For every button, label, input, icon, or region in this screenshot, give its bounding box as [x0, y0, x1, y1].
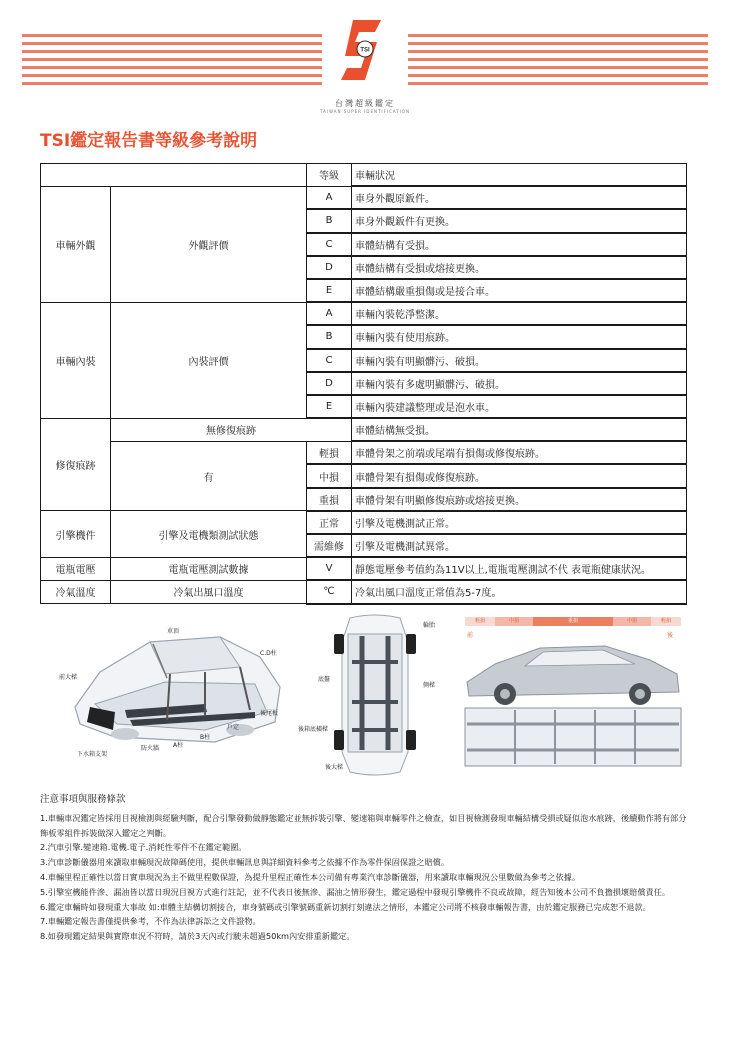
header-status: 車輛狀況 — [352, 164, 687, 187]
desc-cell: 車身外觀原鈑件。 — [352, 186, 687, 209]
brand-subtitle: TAIWAN SUPER IDENTIFICATION — [319, 109, 411, 114]
grade-cell: D — [307, 372, 352, 395]
tsi-logo-icon — [335, 16, 395, 86]
table-row — [41, 557, 687, 580]
table-row — [41, 441, 687, 464]
list-item: 5.引擎室機能件滲、漏油皆以當日現況目視方式進行註記，並不代表日後無滲、漏油之情形發生，鑑定過程中發現引擎機件不良或故障，經告知後本公司不負擔損壞賠償責任。 — [40, 886, 671, 897]
desc-cell: 車輛內裝有使用痕跡。 — [352, 325, 687, 348]
sedan-illustration — [455, 612, 690, 772]
header-stripes-right — [408, 34, 708, 92]
grade-reference-table — [40, 163, 687, 605]
category-engine: 引擎機件 — [41, 511, 111, 557]
chassis-illustration — [310, 612, 440, 777]
category-interior: 車輛內裝 — [41, 302, 111, 418]
brand-name: 台灣超級鑑定 — [335, 99, 395, 108]
scale-medium-rear: 中損 — [613, 617, 651, 626]
table-row — [41, 511, 687, 534]
desc-cell: 車輛內裝乾淨整潔。 — [352, 302, 687, 325]
label-rear-beam: 後大樑 — [325, 764, 344, 771]
list-item: 6.鑑定車輛時如發現重大事故 如:車體主結構切割接合，車身號碼或引擎號碼重新切割打刻違法之情形，本鑑定公司將不核發車輛報告書，由於鑑定服務已完成恕不退款。 — [40, 901, 651, 912]
header-stripes-left — [22, 34, 322, 92]
page-title: TSI鑑定報告書等級參考說明 — [40, 131, 258, 151]
table-row — [41, 302, 687, 325]
list-item: 7.車輛鑑定報告書僅提供參考，不作為法律訴訟之文件證物。 — [40, 916, 261, 927]
label-door-sill: 戶定 — [227, 724, 240, 731]
list-item: 3.汽車診斷儀器用來讀取車輛現況故障碼使用，提供車輛訊息與詳細資料參考之依據不作為零件保固保證之賠償。 — [40, 857, 450, 868]
list-item: 1.車輛車況鑑定皆採用目視檢測與經驗判斷，配合引擎發動做靜態鑑定並無拆裝引擎、變速箱與車輛零件之檢查，如目視檢測發現車輛結構受損或疑似泡水痕跡，後續動作將有部分飾板零組件拆裝做深入鑑定之判斷。 — [40, 812, 687, 838]
chassis-figure — [298, 612, 440, 777]
list-item: 2.汽車引擎.變速箱.電機.電子.消耗性零件不在鑑定範圍。 — [40, 842, 247, 853]
item-aircon: 冷氣出風口溫度 — [111, 580, 307, 603]
category-exterior: 車輛外觀 — [41, 186, 111, 302]
grade-cell: A — [307, 186, 352, 209]
table-row — [41, 418, 687, 441]
category-repair: 修復痕跡 — [41, 418, 111, 511]
grade-cell: C — [307, 233, 352, 256]
damage-scale-figure — [455, 612, 690, 772]
desc-cell: 車體骨架有損傷或修復痕跡。 — [352, 464, 687, 487]
item-engine: 引擎及電機類測試狀態 — [111, 511, 307, 557]
svg-text:TSI: TSI — [360, 47, 370, 54]
table-header-row — [41, 164, 687, 187]
label-rear-panel: 後尾板 — [260, 710, 279, 717]
desc-cell: 車體結構有受損。 — [352, 233, 687, 256]
desc-cell: 引擎及電機測試正常。 — [352, 511, 687, 534]
desc-cell: 靜態電壓參考值約為11V以上,電瓶電壓測試不代 表電瓶健康狀況。 — [352, 557, 687, 580]
desc-cell: 車體結構無受損。 — [352, 418, 687, 441]
label-b-pillar: B柱 — [200, 734, 211, 741]
grade-cell: A — [307, 302, 352, 325]
desc-cell: 車輛內裝建議整理或是泡水車。 — [352, 395, 687, 418]
category-aircon: 冷氣溫度 — [41, 580, 111, 603]
scale-light-front: 輕損 — [465, 617, 495, 626]
grade-cell: V — [307, 557, 352, 580]
label-side-beam: 側樑 — [423, 682, 436, 689]
grade-cell: D — [307, 256, 352, 279]
grade-cell: 中損 — [307, 464, 352, 487]
grade-cell: 輕損 — [307, 441, 352, 464]
repair-none-label: 無修復痕跡 — [111, 418, 352, 441]
label-lower-radiator-support: 下水箱支架 — [77, 751, 108, 758]
item-battery: 電瓶電壓測試數據 — [111, 557, 307, 580]
desc-cell: 車輛內裝有多處明顯髒污、破損。 — [352, 372, 687, 395]
terms-section — [40, 793, 690, 944]
grade-cell: C — [307, 349, 352, 372]
table-row — [41, 186, 687, 209]
scale-medium-front: 中損 — [495, 617, 533, 626]
desc-cell: 車體骨架有明顯修復痕跡或熔接更換。 — [352, 488, 687, 511]
label-trunk-crossmember: 後箱底橫樑 — [298, 726, 329, 733]
desc-cell: 車體結構嚴重損傷或是接合車。 — [352, 279, 687, 302]
desc-cell: 冷氣出風口溫度正常值為5-7度。 — [352, 580, 687, 603]
category-battery: 電瓶電壓 — [41, 557, 111, 580]
grade-cell: 需維修 — [307, 534, 352, 557]
label-chassis: 底盤 — [318, 676, 331, 683]
grade-cell: E — [307, 395, 352, 418]
label-tire: 輪胎 — [423, 622, 436, 629]
desc-cell: 車體結構有受損或熔接更換。 — [352, 256, 687, 279]
grade-cell: 重損 — [307, 488, 352, 511]
grade-cell: B — [307, 209, 352, 232]
grade-cell: ℃ — [307, 580, 352, 603]
terms-heading: 注意事項與服務條款 — [40, 794, 126, 805]
desc-cell: 引擎及電機測試異常。 — [352, 534, 687, 557]
desc-cell: 車身外觀鈑件有更換。 — [352, 209, 687, 232]
label-front: 前 — [467, 632, 474, 639]
header-grade: 等級 — [307, 164, 352, 187]
desc-cell: 車體骨架之前端或尾端有損傷或修復痕跡。 — [352, 441, 687, 464]
list-item: 4.車輛里程正確性以當日實車現況為主不做里程數保證，為提升里程正確性本公司備有專業汽車診斷儀器，用來讀取車輛現況公里數做為參考之依據。 — [40, 871, 581, 882]
table-row — [41, 580, 687, 603]
desc-cell: 車輛內裝有明顯髒污、破損。 — [352, 349, 687, 372]
label-roof: 車頂 — [167, 628, 180, 635]
grade-cell: B — [307, 325, 352, 348]
label-cd-pillar: C.D柱 — [260, 650, 277, 657]
label-front-beam: 前大樑 — [59, 674, 78, 681]
grade-cell: E — [307, 279, 352, 302]
scale-light-rear: 輕損 — [651, 617, 681, 626]
car-body-structure-figure — [55, 612, 295, 762]
repair-has-label: 有 — [111, 441, 307, 511]
list-item: 8.如發現鑑定結果與實際車況不符時，請於3天內或行駛未超過50km內安排重新鑑定。 — [40, 931, 355, 942]
item-exterior: 外觀評價 — [111, 186, 307, 302]
label-rear: 後 — [667, 632, 674, 639]
label-firewall: 防火牆 — [141, 745, 160, 752]
grade-cell: 正常 — [307, 511, 352, 534]
item-interior: 內裝評價 — [111, 302, 307, 418]
label-a-pillar: A柱 — [173, 742, 184, 749]
scale-heavy: 重損 — [533, 617, 613, 626]
